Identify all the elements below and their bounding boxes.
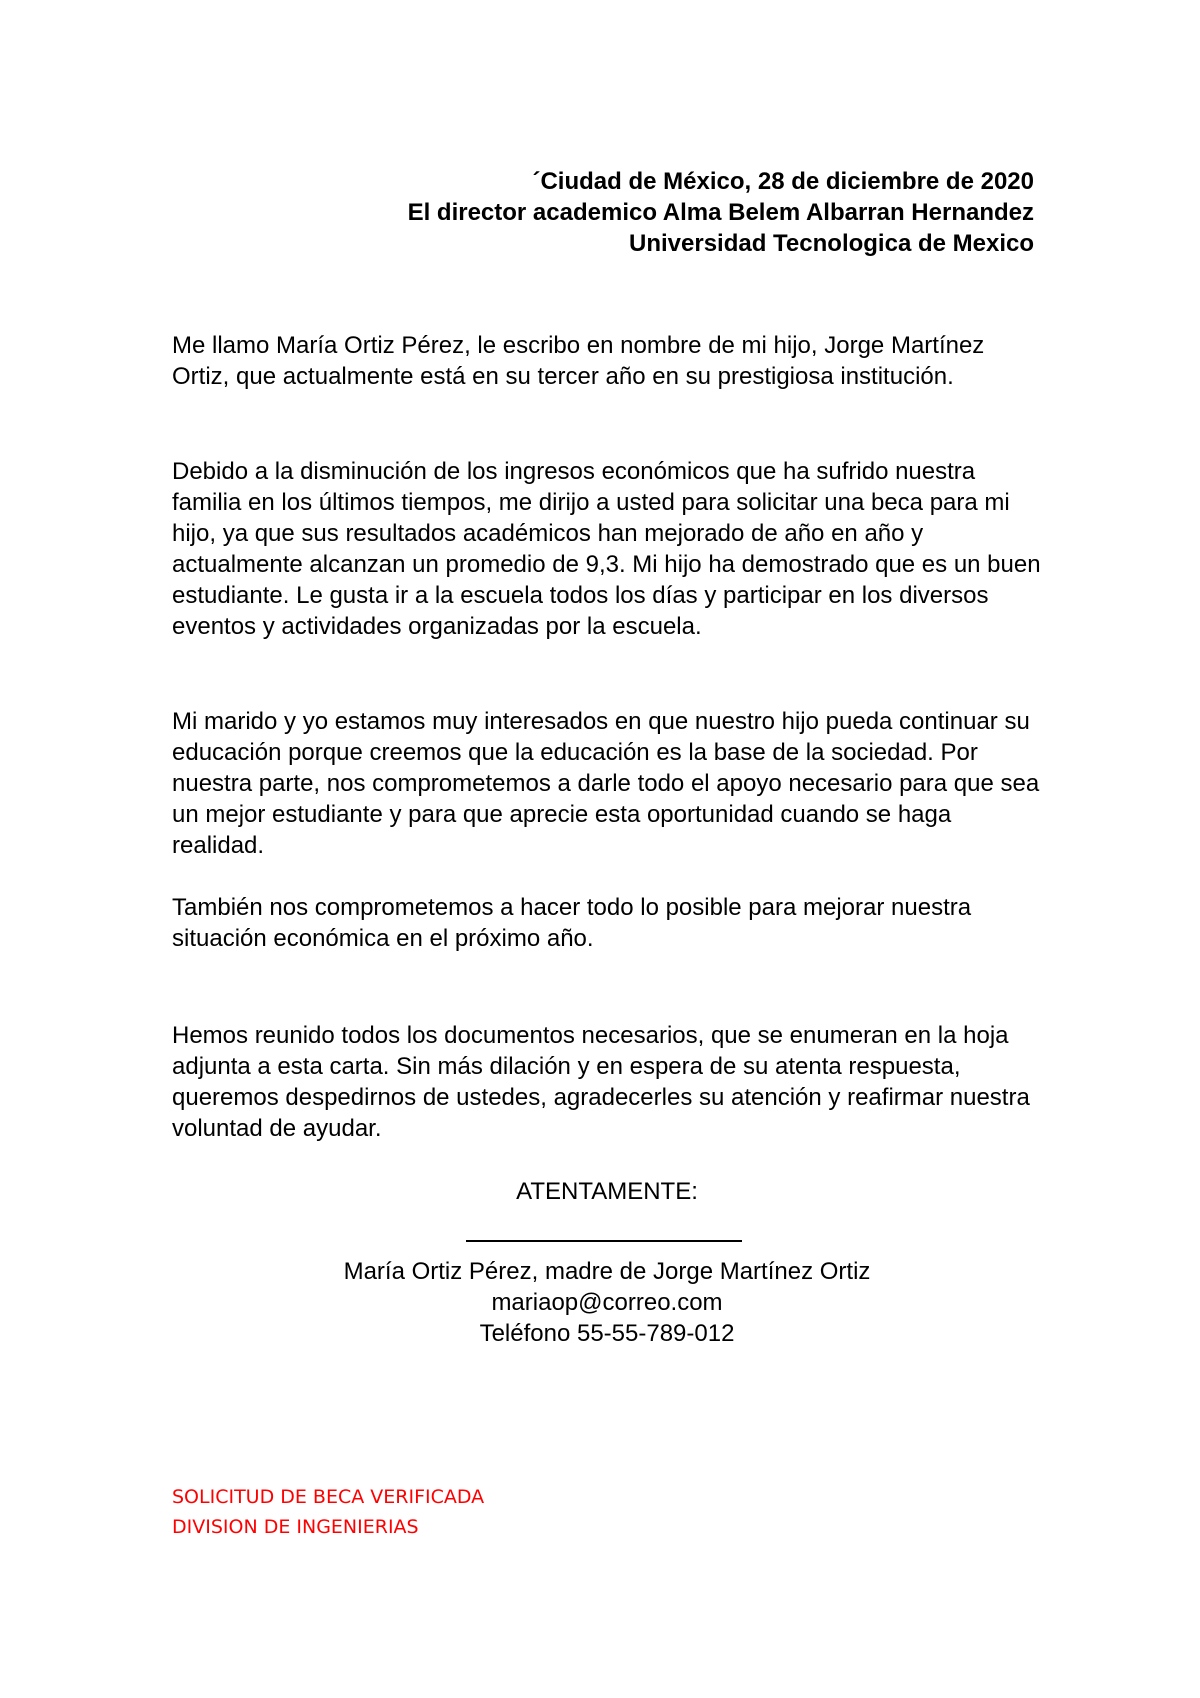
stamp-line-verified: SOLICITUD DE BECA VERIFICADA [172, 1486, 485, 1508]
verification-stamp [172, 1482, 484, 1542]
letter-header [134, 166, 1034, 259]
letter-paragraph-intro [172, 330, 1042, 392]
signer-name: María Ortiz Pérez, madre de Jorge Martínez Ortiz [343, 1258, 871, 1285]
paragraph-text: También nos comprometemos a hacer todo lo posible para mejorar nuestra situación económica en el próximo año. [172, 894, 972, 952]
paragraph-text: Hemos reunido todos los documentos necesarios, que se enumeran en la hoja adjunta a esta carta. Sin más dilación y en espera de su atenta respuesta, queremos despedirnos de ustedes, agradecerles su atención y reafirmar nuestra voluntad de ayudar. [172, 1022, 1030, 1142]
paragraph-text: Debido a la disminución de los ingresos económicos que ha sufrido nuestra familia en los últimos tiempos, me dirijo a usted para solicitar una beca para mi hijo, ya que sus resultados académicos han mejorado de año en año y actualmente alcanzan un promedio de 9,3. Mi hijo ha demostrado que es un buen estudiante. Le gusta ir a la escuela todos los días y participar en los diversos eventos y actividades organizadas por la escuela. [172, 458, 1041, 640]
stamp-line-division: DIVISION DE INGENIERIAS [172, 1516, 419, 1538]
letter-paragraph-reason [172, 456, 1042, 642]
recipient-line: El director academico Alma Belem Albarran Hernandez [407, 199, 1034, 226]
paragraph-text: Me llamo María Ortiz Pérez, le escribo en nombre de mi hijo, Jorge Martínez Ortiz, que actualmente está en su tercer año en su prestigiosa institución. [172, 332, 985, 390]
closing-salutation: ATENTAMENTE: [516, 1178, 698, 1205]
letter-paragraph-economic [172, 892, 1042, 954]
signature-line [466, 1240, 742, 1242]
institution-line: Universidad Tecnologica de Mexico [629, 230, 1034, 257]
letter-paragraph-commitment [172, 706, 1042, 861]
signer-block [172, 1256, 1042, 1349]
signer-email: mariaop@correo.com [491, 1289, 723, 1316]
paragraph-text: Mi marido y yo estamos muy interesados en que nuestro hijo pueda continuar su educación porque creemos que la educación es la base de la sociedad. Por nuestra parte, nos comprometemos a darle todo el apoyo necesario para que sea un mejor estudiante y para que aprecie esta oportunidad cuando se haga realidad. [172, 708, 1040, 859]
date-line: ´Ciudad de México, 28 de diciembre de 2020 [532, 168, 1034, 195]
signer-phone: Teléfono 55-55-789-012 [479, 1320, 735, 1347]
letter-paragraph-documents [172, 1020, 1042, 1144]
